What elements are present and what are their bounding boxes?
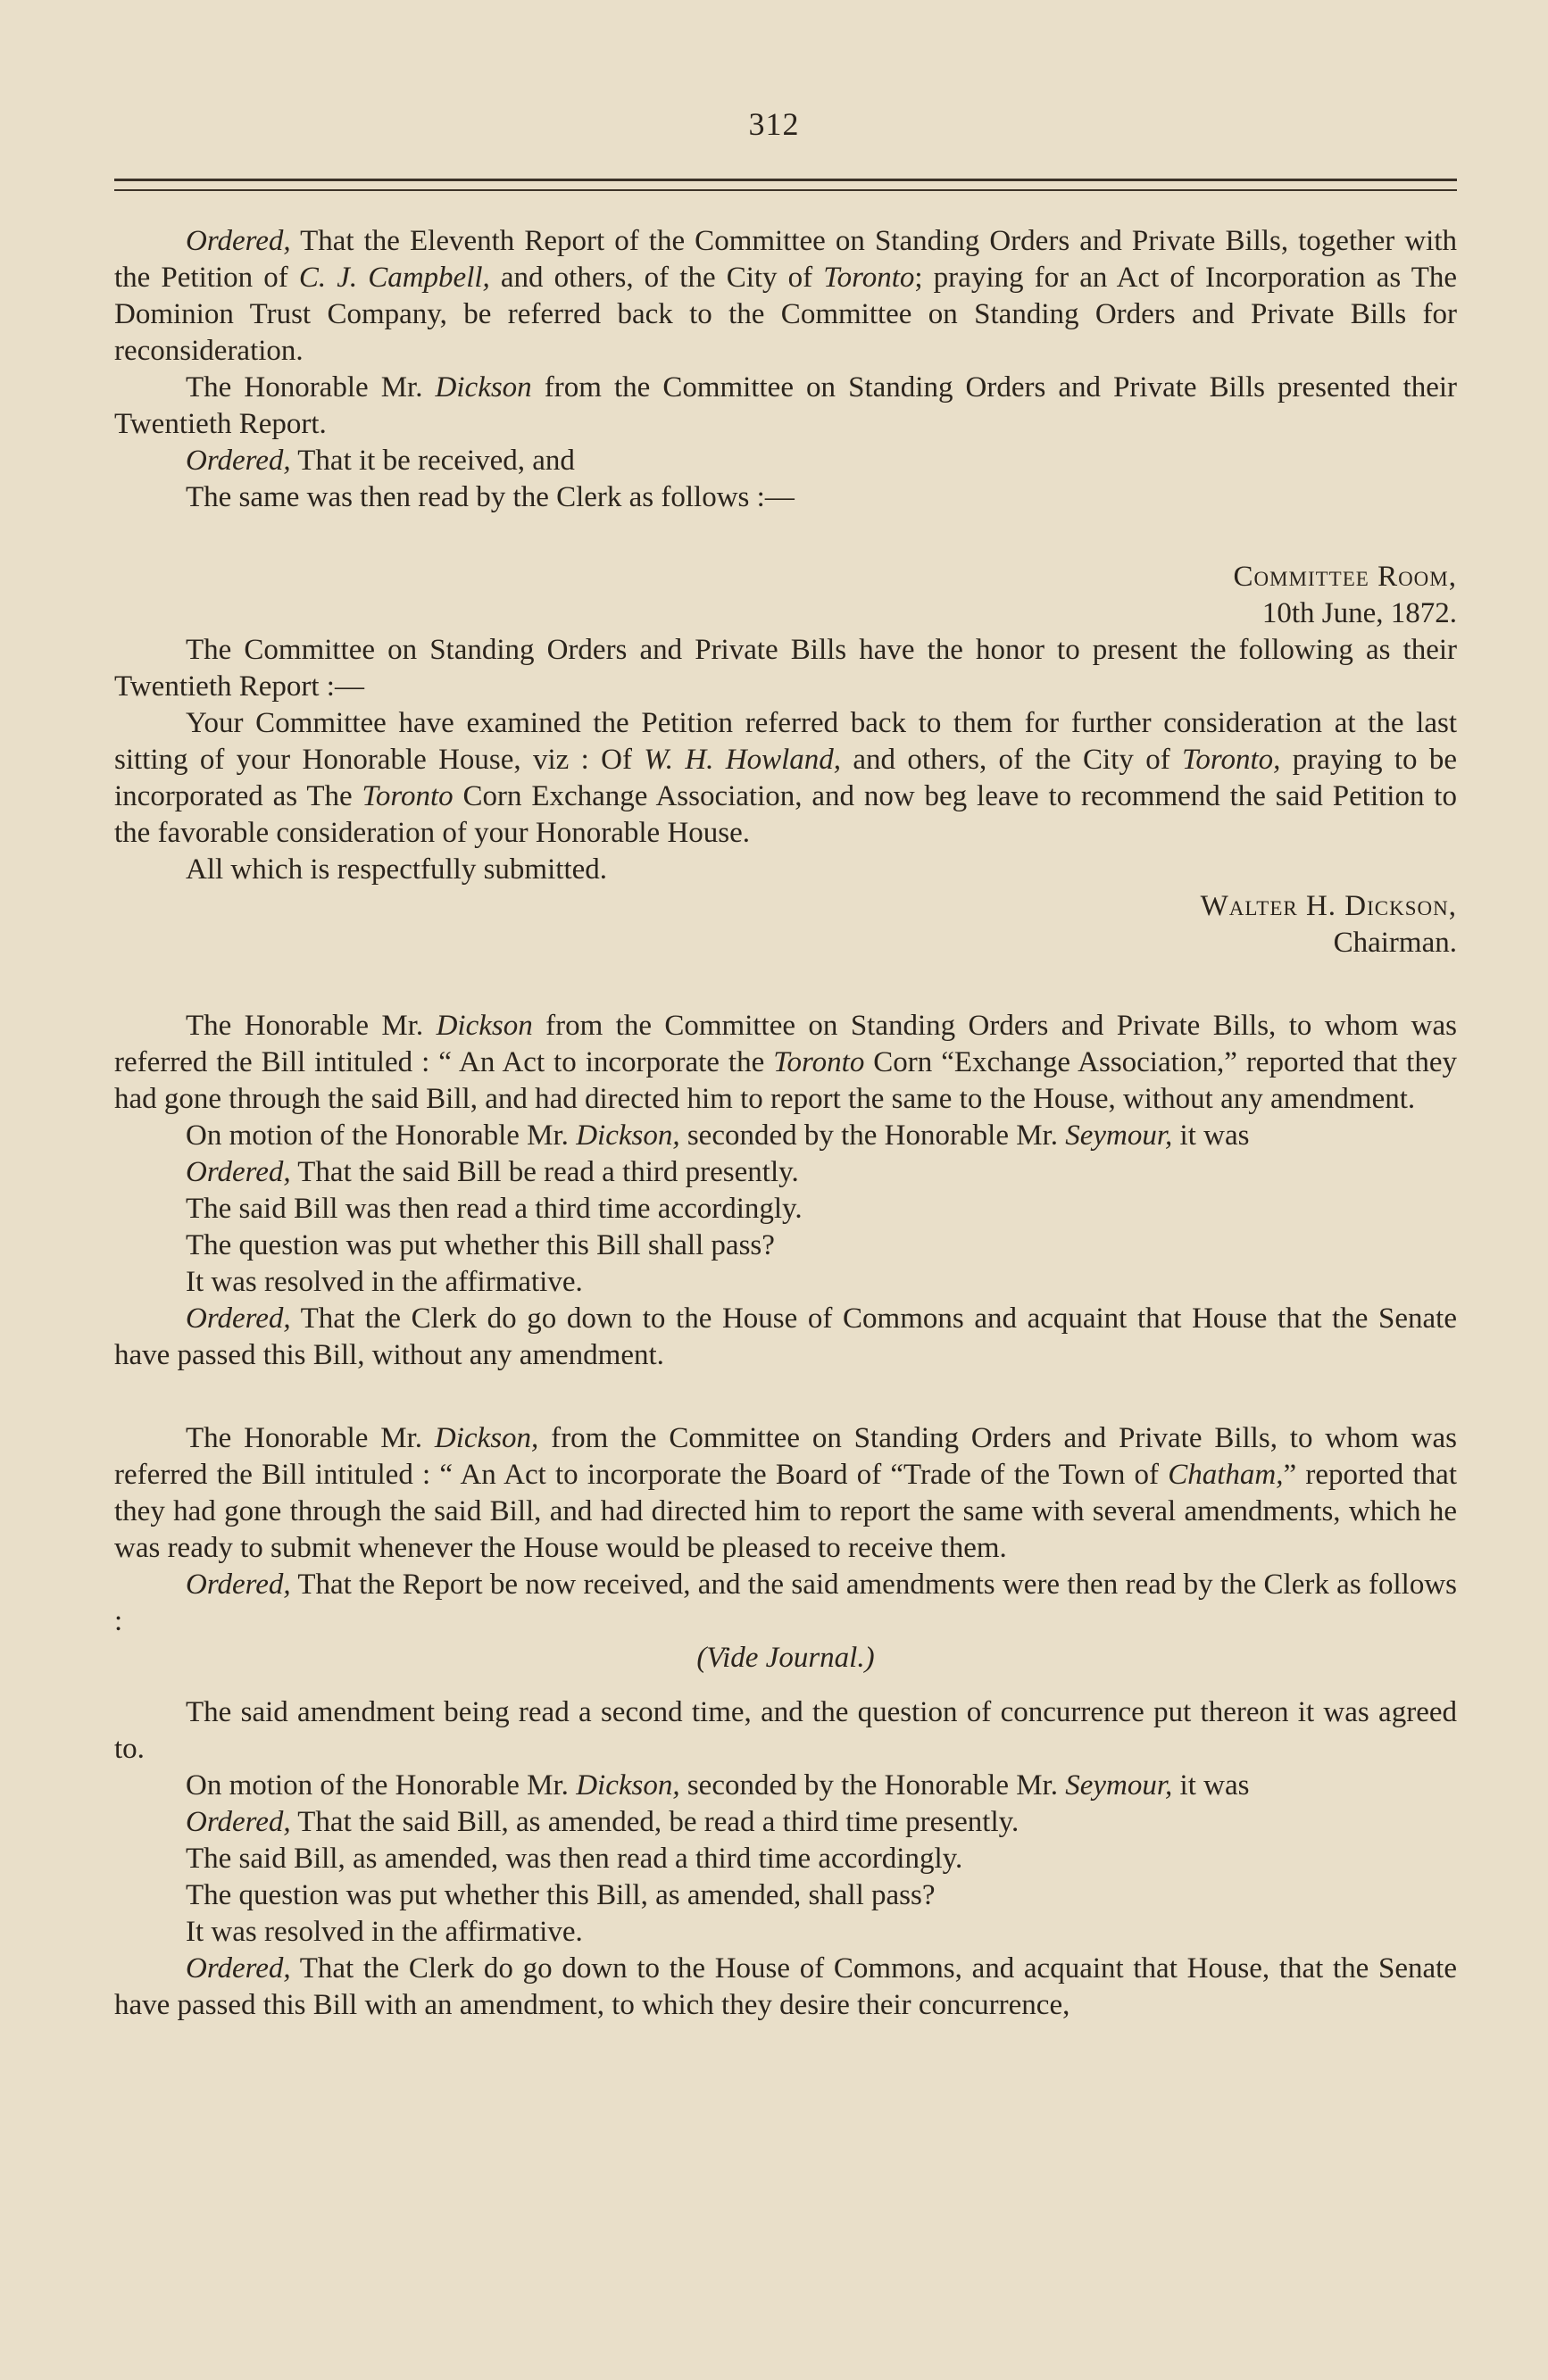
paragraph-read-by-clerk: The same was then read by the Clerk as follows :— [186, 481, 795, 513]
report-date: 10th June, 1872. [1261, 597, 1457, 629]
paragraph-corn-exchange-bill-report: The Honorable Mr. Dickson from the Committee on Standing Orders and Private Bills, to whom was referred the Bill intituled : “ An Act to incorporate the Toronto Corn “Exchange Association,” reported that they had gone through the said Bill, and had directed him to report the same to the House, without any amendment. [114, 1010, 1457, 1115]
paragraph-ordered-third-reading: Ordered, That the said Bill be read a third presently. [186, 1156, 799, 1188]
paragraph-ordered-report-received: Ordered, That the Report be now received, and the said amendments were then read by the Clerk as follows : [114, 1569, 1457, 1637]
paragraph-respectfully-submitted: All which is respectfully submitted. [186, 853, 608, 886]
paragraph-amendment-concurrence: The said amendment being read a second time, and the question of concurrence put thereon it was agreed to. [114, 1696, 1457, 1765]
paragraph-amended-question-put: The question was put whether this Bill, as amended, shall pass? [186, 1879, 936, 1911]
vide-journal: (Vide Journal.) [696, 1642, 875, 1674]
paragraph-report-intro: The Committee on Standing Orders and Private Bills have the honor to present the following as their Twentieth Report :— [114, 634, 1457, 703]
paragraph-ordered-received: Ordered, That it be received, and [186, 445, 575, 477]
committee-room-heading: Committee Room, [1233, 561, 1457, 593]
signature-title: Chairman. [1333, 927, 1457, 959]
paragraph-read-third-time: The said Bill was then read a third time accordingly. [186, 1193, 803, 1225]
paragraph-ordered-amended-third-reading: Ordered, That the said Bill, as amended, be read a third time presently. [186, 1806, 1020, 1838]
paragraph-twentieth-report-presented: The Honorable Mr. Dickson from the Committee on Standing Orders and Private Bills presented their Twentieth Report. [114, 371, 1458, 440]
paragraph-motion-first: On motion of the Honorable Mr. Dickson, seconded by the Honorable Mr. Seymour, it was [186, 1119, 1250, 1152]
paragraph-ordered-acquaint-commons-amendment: Ordered, That the Clerk do go down to the House of Commons, and acquaint that House, that the Senate have passed this Bill with an amendment, to which they desire their concurrence, [114, 1952, 1457, 2021]
header-rule-thin [114, 189, 1457, 191]
page-body [114, 223, 1457, 2024]
paragraph-chatham-bill-report: The Honorable Mr. Dickson, from the Committee on Standing Orders and Private Bills, to whom was referred the Bill intituled : “ An Act to incorporate the Board of “Trade of the Town of Chatham,” reported that they had gone through the said Bill, and had directed him to report the same with several amendments, which he was ready to submit whenever the House would be pleased to receive them. [114, 1422, 1457, 1564]
paragraph-motion-second: On motion of the Honorable Mr. Dickson, seconded by the Honorable Mr. Seymour, it was [186, 1769, 1250, 1802]
paragraph-ordered-acquaint-commons: Ordered, That the Clerk do go down to the House of Commons and acquaint that House that the Senate have passed this Bill, without any amendment. [114, 1302, 1457, 1371]
paragraph-amended-resolved: It was resolved in the affirmative. [186, 1916, 583, 1948]
signature-name: Walter H. Dickson, [1200, 890, 1457, 922]
page-number: 312 [748, 106, 800, 142]
paragraph-resolved: It was resolved in the affirmative. [186, 1266, 583, 1298]
paragraph-corn-exchange-petition: Your Committee have examined the Petition referred back to them for further consideration at the last sitting of your Honorable House, viz : Of W. H. Howland, and others, of the City of Toronto, praying to be incorporated as The Toronto Corn Exchange Association, and now beg leave to recommend the said Petition to the favorable consideration of your Honorable House. [114, 707, 1457, 849]
paragraph-question-put: The question was put whether this Bill shall pass? [186, 1229, 775, 1261]
paragraph-amended-read-third-time: The said Bill, as amended, was then read a third time accordingly. [186, 1843, 963, 1875]
paragraph-dominion-trust-referral: Ordered, That the Eleventh Report of the Committee on Standing Orders and Private Bills, together with the Petition of C. J. Campbell, and others, of the City of Toronto; praying for an Act of Incorporation as The Dominion Trust Company, be referred back to the Committee on Standing Orders and Private Bills for reconsideration. [114, 225, 1458, 367]
header-rule [114, 179, 1457, 181]
